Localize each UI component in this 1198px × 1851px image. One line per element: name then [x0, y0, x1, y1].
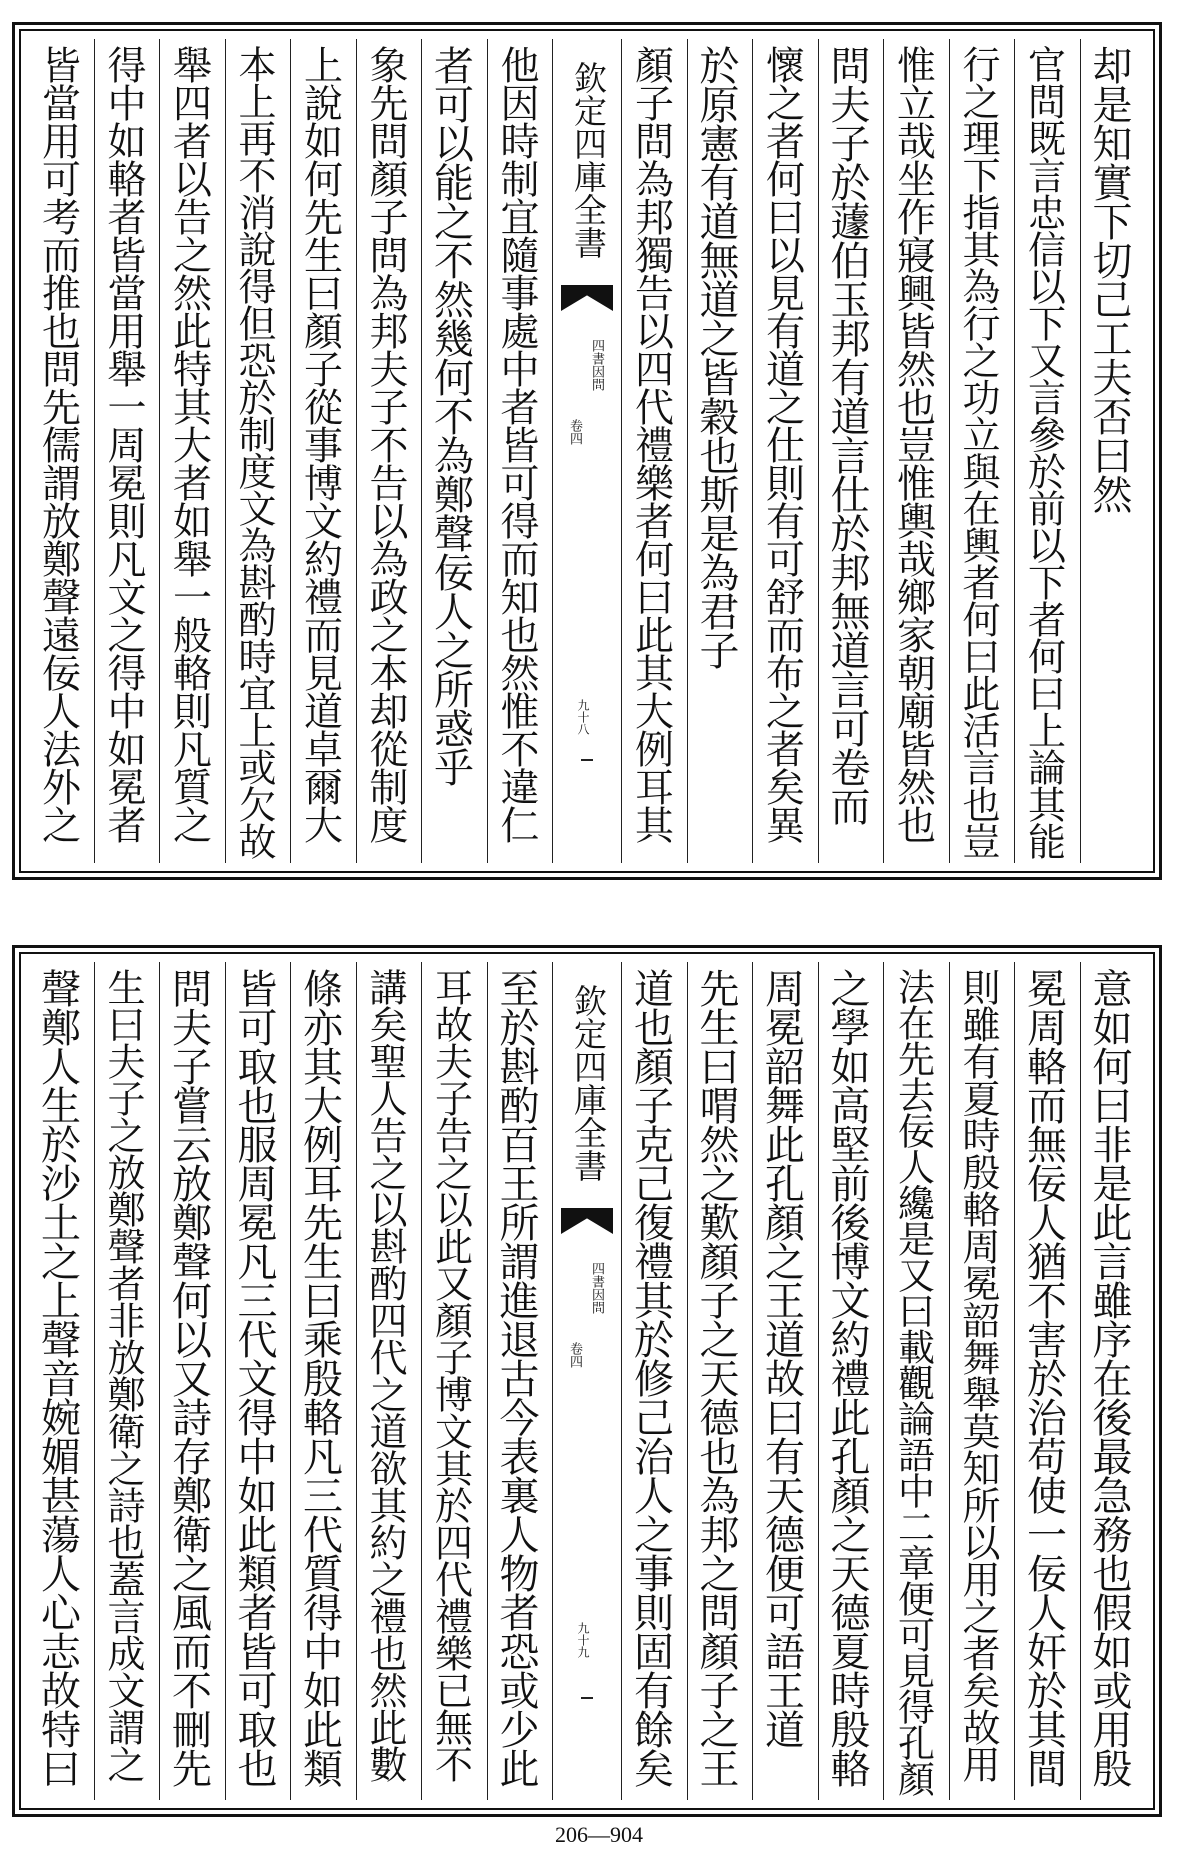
bottom-text-columns [29, 962, 1145, 1800]
text-column: 上說如何先生曰顏子從事博文約禮而見道卓爾大 [290, 39, 356, 863]
text-column: 聲鄭人生於沙土之上聲音婉媚甚蕩人心志故特曰 [34, 968, 81, 1787]
spine-rule [581, 1697, 593, 1699]
text-column: 本上再不消說得但恐於制度文為斟酌時宜上或欠故 [225, 39, 291, 863]
spine-rule [581, 759, 593, 761]
text-column: 問夫子於蘧伯玉邦有道言仕於邦無道言可卷而 [818, 39, 884, 863]
fishtail-mark [561, 1208, 613, 1234]
text-column: 至於斟酌百王所謂進退古今表裏人物者恐或少此 [487, 962, 553, 1800]
text-column: 行之理下指其為行之功立與在輿者何曰此活言也豈 [949, 39, 1015, 863]
text-column: 舉四者以告之然此特其大者如舉一般輅則凡質之 [159, 39, 225, 863]
text-column: 耳故夫子告之以此又顏子博文其於四代禮樂已無不 [421, 962, 487, 1800]
text-column: 道也顏子克己復禮其於修己治人之事則固有餘矣 [621, 962, 687, 1800]
text-column: 則雖有夏時殷輅周冕韶舞舉莫知所以用之者矣故用 [949, 962, 1015, 1800]
page-footer-number: 206—904 [555, 1822, 643, 1847]
text-column: 者可以能之不然幾何不為鄭聲佞人之所惑乎 [421, 39, 487, 863]
text-column: 官問既言忠信以下又言參於前以下者何曰上論其能 [1014, 39, 1080, 863]
text-column: 講矣聖人告之以斟酌四代之道欲其約之禮也然此數 [356, 962, 422, 1800]
center-spine [552, 39, 621, 863]
text-column: 却是知實下切己工夫否曰然 [1080, 39, 1146, 863]
center-spine [552, 962, 621, 1800]
spine-page-number: 九十八 [576, 699, 590, 735]
spine-title: 欽定四庫全書 [569, 61, 608, 259]
text-column: 條亦其大例耳先生曰乘殷輅凡三代質得中如此類 [290, 962, 356, 1800]
text-column: 皆可取也服周冕凡三代文得中如此類者皆可取也 [225, 962, 291, 1800]
text-column: 懷之者何曰以見有道之仕則有可舒而布之者矣異 [752, 39, 818, 863]
text-column: 皆當用可考而推也問先儒謂放鄭聲遠佞人法外之 [35, 45, 81, 843]
text-column: 象先問顏子問為邦夫子不告以為政之本却從制度 [356, 39, 422, 863]
spine-page-number: 九十九 [576, 1622, 590, 1658]
text-column: 冕周輅而無佞人猶不害於治苟使一佞人奸於其間 [1014, 962, 1080, 1800]
text-column: 得中如輅者皆當用舉一周冕則凡文之得中如冕者 [94, 39, 160, 863]
text-column: 顏子問為邦獨告以四代禮樂者何曰此其大例耳其 [621, 39, 687, 863]
fishtail-mark [561, 285, 613, 311]
text-column: 問夫子嘗云放鄭聲何以又詩存鄭衛之風而不刪先 [159, 962, 225, 1800]
spine-volume-number: 卷四 [567, 1342, 582, 1368]
text-column: 法在先去佞人纔是又曰載觀論語中二章便可見得孔顏 [883, 962, 949, 1800]
spine-volume-title: 四書因問 [589, 1262, 604, 1314]
spine-volume-title: 四書因問 [589, 339, 604, 391]
text-column: 惟立哉坐作寢興皆然也豈惟輿哉鄉家朝廟皆然也 [883, 39, 949, 863]
text-column: 於原憲有道無道之皆穀也斯是為君子 [687, 39, 753, 863]
text-column: 意如何曰非是此言雖序在後最急務也假如或用殷 [1080, 962, 1146, 1800]
spine-title: 欽定四庫全書 [569, 984, 608, 1182]
text-column: 生曰夫子之放鄭聲者非放鄭衛之詩也蓋言成文謂之 [94, 962, 160, 1800]
top-half-folio [12, 22, 1162, 880]
text-column: 先生曰喟然之歎顏子之天德也為邦之問顏子之王 [687, 962, 753, 1800]
text-column: 之學如高堅前後博文約禮此孔顏之天德夏時殷輅 [818, 962, 884, 1800]
spine-volume-number: 卷四 [567, 419, 582, 445]
text-column: 周冕韶舞此孔顏之王道故曰有天德便可語王道 [752, 962, 818, 1800]
text-column: 他因時制宜隨事處中者皆可得而知也然惟不違仁 [487, 39, 553, 863]
top-text-columns [29, 39, 1145, 863]
bottom-half-folio [12, 945, 1162, 1817]
